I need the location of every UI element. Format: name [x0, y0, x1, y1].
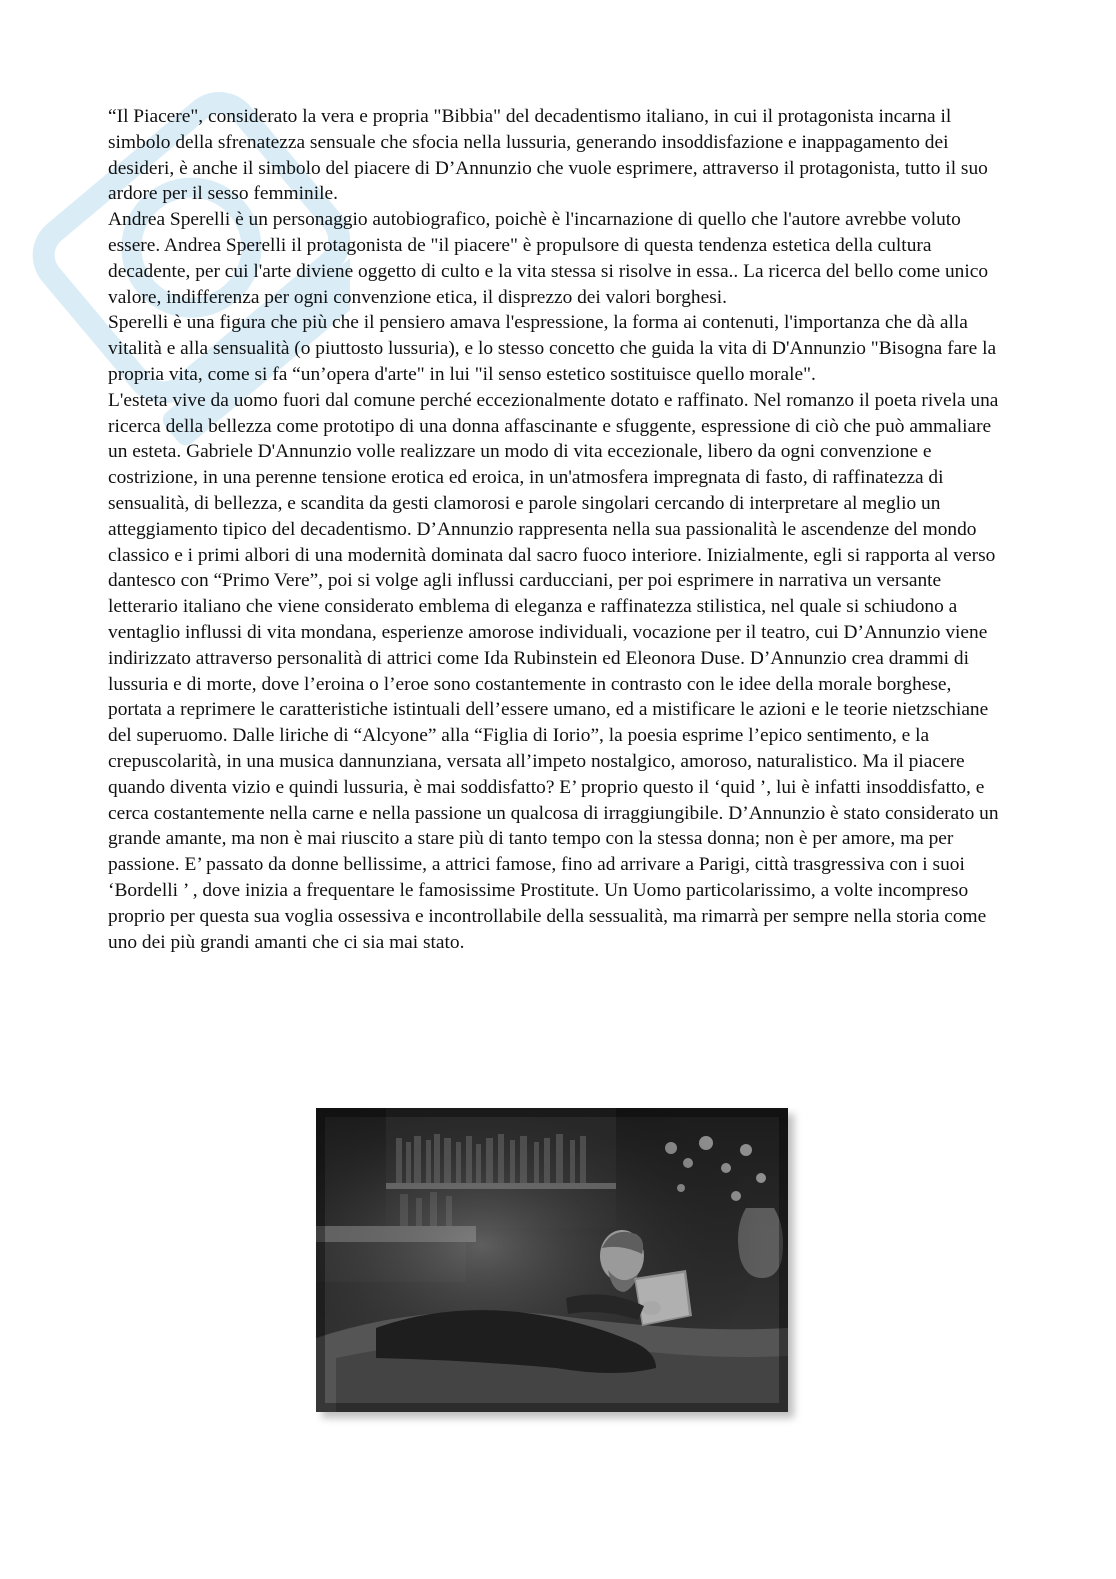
body-text	[108, 104, 1008, 955]
photo-scene	[316, 1108, 788, 1412]
photograph-icon	[316, 1108, 788, 1412]
photo-figure	[316, 1108, 788, 1412]
paragraph-1: “Il Piacere", considerato la vera e propria "Bibbia" del decadentismo italiano, in cui il protagonista incarna il simbolo della sfrenatezza sensuale che sfocia nella lussuria, generando insoddisfazione e inappagamento dei desideri, è anche il simbolo del piacere di D’Annunzio che vuole esprimere, attraverso il protagonista, tutto il suo ardore per il sesso femminile.	[108, 106, 988, 205]
paragraph-3: Sperelli è una figura che più che il pensiero amava l'espressione, la forma ai contenuti, l'importanza che dà alla vitalità e alla sensualità (o piuttosto lussuria), e lo stesso concetto che guida la vita di D'Annunzio "Bisogna fare la propria vita, come si fa “un’opera d'arte" in lui "il senso estetico sostituisce quello morale".	[108, 312, 997, 385]
paragraph-4: L'esteta vive da uomo fuori dal comune perché eccezionalmente dotato e raffinato. Nel romanzo il poeta rivela una ricerca della bellezza come prototipo di una donna affascinante e sfuggente, espressione di ciò che può ammaliare un esteta. Gabriele D'Annunzio volle realizzare un modo di vita eccezionale, libero da ogni convenzione e costrizione, in una perenne tensione erotica ed eroica, in un'atmosfera impregnata di fasto, di raffinatezza di sensualità, di bellezza, e scandita da gesti clamorosi e parole singolari cercando di interpretare al meglio un atteggiamento tipico del decadentismo. D’Annunzio rappresenta nella sua passionalità le ascendenze del mondo classico e i primi albori di una modernità dominata dal sacro fuoco interiore. Inizialmente, egli si rapporta al verso dantesco con “Primo Vere”, poi si volge agli influssi carducciani, per poi esprimere in narrativa un versante letterario italiano che viene considerato emblema di eleganza e raffinatezza stilistica, nel quale si schiudono a ventaglio influssi di vita mondana, esperienze amorose individuali, vocazione per il teatro, cui D’Annunzio viene indirizzato attraverso personalità di attrici come Ida Rubinstein ed Eleonora Duse. D’Annunzio crea drammi di lussuria e di morte, dove l’eroina o l’eroe sono costantemente in contrasto con le idee della morale borghese, portata a reprimere le caratteristiche istintuali dell’essere umano, ed a mistificare le azioni e le teorie nietzschiane del superuomo. Dalle liriche di “Alcyone” alla “Figlia di Iorio”, la poesia esprime l’epico sentimento, e la crepuscolarità, in una musica dannunziana, versata all’impeto nostalgico, amoroso, naturalistico. Ma il piacere quando diventa vizio e quindi lussuria, è mai soddisfatto? E’ proprio questo il ‘quid ’, lui è infatti insoddisfatto, e cerca costantemente nella carne e nella passione un qualcosa di irraggiungibile. D’Annunzio è stato considerato un grande amante, ma non è mai riuscito a stare più di tanto tempo con la stessa donna; non è per amore, ma per passione. E’ passato da donne bellissime, a attrici famose, fino ad arrivare a Parigi, città trasgressiva con i suoi ‘Bordelli ’ , dove inizia a frequentare le famosissime Prostitute. Un Uomo particolarissimo, a volte incompreso proprio per questa sua voglia ossessiva e incontrollabile della sessualità, ma rimarrà per sempre nella storia come uno dei più grandi amanti che ci sia mai stato.	[108, 389, 999, 953]
paragraph-2: Andrea Sperelli è un personaggio autobiografico, poichè è l'incarnazione di quello che l'autore avrebbe voluto essere. Andrea Sperelli il protagonista de "il piacere" è propulsore di questa tendenza estetica della cultura decadente, per cui l'arte diviene oggetto di culto e la vita stessa si risolve in essa.. La ricerca del bello come unico valore, indifferenza per ogni convenzione etica, il disprezzo dei valori borghesi.	[108, 209, 989, 308]
